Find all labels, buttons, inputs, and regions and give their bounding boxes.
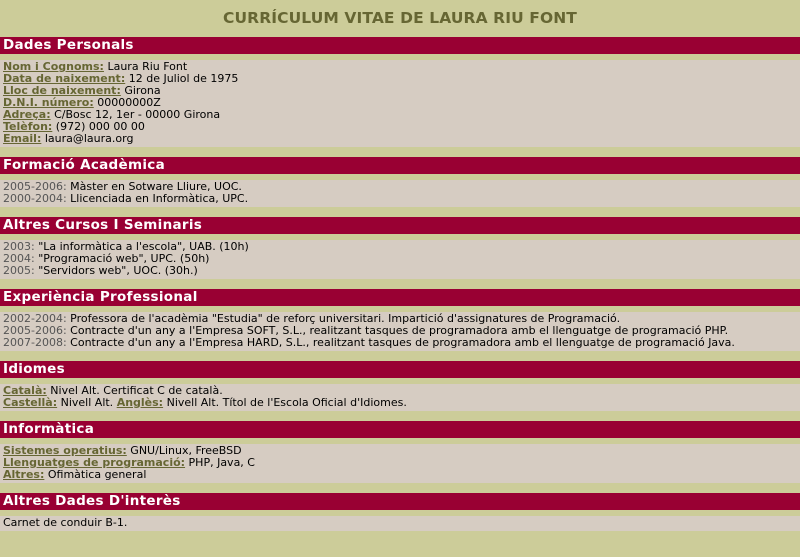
value-birthdate: 12 de Juliol de 1975 xyxy=(125,73,239,85)
section-courses xyxy=(0,217,800,279)
value-email: laura@laura.org xyxy=(41,133,134,145)
experience-row xyxy=(3,313,797,325)
section-header-other-data: Altres Dades D'interès xyxy=(0,493,800,510)
experience-row xyxy=(3,337,797,349)
section-languages xyxy=(0,361,800,411)
label-other-computing[interactable]: Altres: xyxy=(3,469,45,481)
label-email[interactable]: Email: xyxy=(3,133,42,145)
value-catalan: Nivel Alt. Certificat C de català. xyxy=(46,385,223,397)
course-period: 2005: xyxy=(3,265,35,277)
value-phone: (972) 000 00 00 xyxy=(52,121,145,133)
value-programming-languages: PHP, Java, C xyxy=(185,457,255,469)
value-address: C/Bosc 12, 1er - 00000 Girona xyxy=(50,109,221,121)
section-experience xyxy=(0,289,800,351)
section-header-education: Formació Acadèmica xyxy=(0,157,800,174)
experience-text: Professora de l'acadèmia "Estudia" de reforç universitari. Impartició d'assignatures de Programació. xyxy=(66,313,621,325)
education-period: 2005-2006: xyxy=(3,181,67,193)
value-english: Nivell Alt. Títol de l'Escola Oficial d'Idiomes. xyxy=(163,397,407,409)
section-other-data xyxy=(0,493,800,531)
label-programming-languages[interactable]: Llenguatges de programació: xyxy=(3,457,186,469)
course-row xyxy=(3,265,797,277)
education-row xyxy=(3,181,797,193)
course-text: "La informàtica a l'escola", UAB. (10h) xyxy=(34,241,249,253)
value-operating-systems: GNU/Linux, FreeBSD xyxy=(126,445,242,457)
value-dni: 00000000Z xyxy=(93,97,161,109)
computing-row-os xyxy=(3,445,797,457)
section-computing xyxy=(0,421,800,483)
education-period: 2000-2004: xyxy=(3,193,67,205)
language-row-catalan xyxy=(3,385,797,397)
other-data-text: Carnet de conduir B-1. xyxy=(3,517,128,529)
value-name: Laura Riu Font xyxy=(103,61,188,73)
section-header-personal-data: Dades Personals xyxy=(0,37,800,54)
section-header-courses: Altres Cursos I Seminaris xyxy=(0,217,800,234)
section-body-computing xyxy=(0,444,800,483)
label-phone[interactable]: Telèfon: xyxy=(3,121,53,133)
education-text: Màster en Sotware Lliure, UOC. xyxy=(66,181,242,193)
section-body-languages xyxy=(0,384,800,411)
education-row xyxy=(3,193,797,205)
section-header-computing: Informàtica xyxy=(0,421,800,438)
personal-row-phone xyxy=(3,121,797,133)
section-header-experience: Experiència Professional xyxy=(0,289,800,306)
label-spanish[interactable]: Castellà: xyxy=(3,397,58,409)
section-body-education xyxy=(0,180,800,207)
label-address[interactable]: Adreça: xyxy=(3,109,51,121)
label-english[interactable]: Anglès: xyxy=(116,397,164,409)
computing-row-languages xyxy=(3,457,797,469)
value-spanish: Nivell Alt. xyxy=(57,397,117,409)
personal-row-birthdate xyxy=(3,73,797,85)
section-personal-data xyxy=(0,37,800,147)
experience-period: 2007-2008: xyxy=(3,337,67,349)
label-name[interactable]: Nom i Cognoms: xyxy=(3,61,104,73)
experience-period: 2005-2006: xyxy=(3,325,67,337)
section-body-personal-data xyxy=(0,60,800,147)
experience-text: Contracte d'un any a l'Empresa HARD, S.L., realitzant tasques de programadora amb el llenguatge de programació Java. xyxy=(66,337,735,349)
language-row-spanish-english xyxy=(3,397,797,409)
label-birthplace[interactable]: Lloc de naixement: xyxy=(3,85,121,97)
value-other-computing: Ofimàtica general xyxy=(44,469,147,481)
personal-row-birthplace xyxy=(3,85,797,97)
label-catalan[interactable]: Català: xyxy=(3,385,47,397)
personal-row-dni xyxy=(3,97,797,109)
value-birthplace: Girona xyxy=(120,85,161,97)
personal-row-address xyxy=(3,109,797,121)
course-row xyxy=(3,253,797,265)
course-text: "Programació web", UPC. (50h) xyxy=(34,253,210,265)
label-dni[interactable]: D.N.I. número: xyxy=(3,97,94,109)
personal-row-name xyxy=(3,61,797,73)
section-education xyxy=(0,157,800,207)
label-operating-systems[interactable]: Sistemes operatius: xyxy=(3,445,127,457)
page-title: CURRÍCULUM VITAE DE LAURA RIU FONT xyxy=(223,9,577,27)
course-period: 2004: xyxy=(3,253,35,265)
course-text: "Servidors web", UOC. (30h.) xyxy=(34,265,198,277)
experience-period: 2002-2004: xyxy=(3,313,67,325)
section-body-experience xyxy=(0,312,800,351)
section-header-languages: Idiomes xyxy=(0,361,800,378)
course-row xyxy=(3,241,797,253)
education-text: Llicenciada en Informàtica, UPC. xyxy=(66,193,249,205)
label-birthdate[interactable]: Data de naixement: xyxy=(3,73,126,85)
experience-text: Contracte d'un any a l'Empresa SOFT, S.L., realitzant tasques de programadora amb el llenguatge de programació PHP. xyxy=(66,325,729,337)
section-body-other-data xyxy=(0,516,800,531)
section-body-courses xyxy=(0,240,800,279)
personal-row-email xyxy=(3,133,797,145)
experience-row xyxy=(3,325,797,337)
computing-row-other xyxy=(3,469,797,481)
course-period: 2003: xyxy=(3,241,35,253)
